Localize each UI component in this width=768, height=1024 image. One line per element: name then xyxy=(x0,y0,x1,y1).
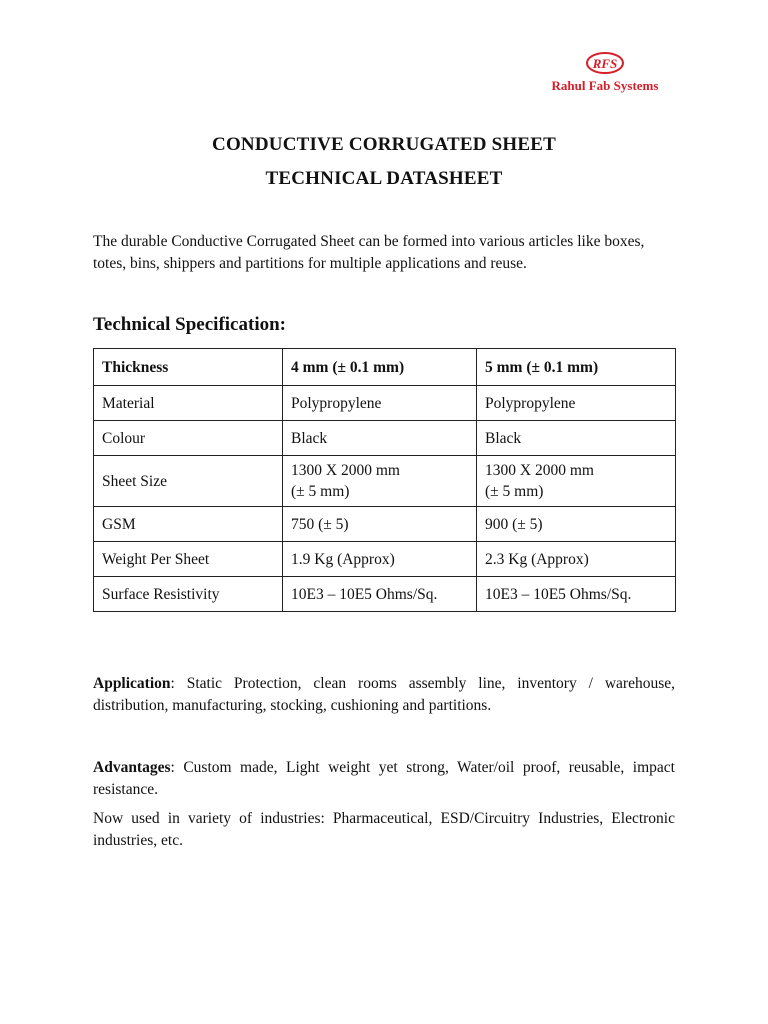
advantages-paragraph xyxy=(93,757,675,801)
company-logo xyxy=(540,50,670,94)
header-cell: Thickness xyxy=(94,349,283,386)
application-text: : Static Protection, clean rooms assembly line, inventory / warehouse, distribution, manufacturing, stocking, cushioning and partitions. xyxy=(93,675,675,714)
row-label: GSM xyxy=(94,507,283,542)
cell-value: 10E3 – 10E5 Ohms/Sq. xyxy=(283,577,477,612)
sheet-size-tolerance: (± 5 mm) xyxy=(291,483,350,500)
table-row xyxy=(94,456,676,507)
cell-value: Polypropylene xyxy=(477,386,676,421)
cell-value: Black xyxy=(477,421,676,456)
cell-value: 10E3 – 10E5 Ohms/Sq. xyxy=(477,577,676,612)
cell-value xyxy=(477,456,676,507)
advantages-text: : Custom made, Light weight yet strong, Water/oil proof, reusable, impact resistance. xyxy=(93,759,675,798)
advantages-label: Advantages xyxy=(93,759,171,776)
row-label: Surface Resistivity xyxy=(94,577,283,612)
table-row xyxy=(94,542,676,577)
application-label: Application xyxy=(93,675,171,692)
header-cell: 5 mm (± 0.1 mm) xyxy=(477,349,676,386)
row-label: Colour xyxy=(94,421,283,456)
cell-value: 1.9 Kg (Approx) xyxy=(283,542,477,577)
cell-value: 900 (± 5) xyxy=(477,507,676,542)
table-row xyxy=(94,507,676,542)
industries-paragraph: Now used in variety of industries: Pharmaceutical, ESD/Circuitry Industries, Electronic industries, etc. xyxy=(93,810,675,849)
sheet-size-value: 1300 X 2000 mm xyxy=(291,462,400,479)
cell-value: 750 (± 5) xyxy=(283,507,477,542)
application-paragraph xyxy=(93,673,675,717)
logo-mark-text: RFS xyxy=(592,56,618,71)
spec-table xyxy=(93,348,676,612)
sheet-size-tolerance: (± 5 mm) xyxy=(485,483,544,500)
cell-value: Polypropylene xyxy=(283,386,477,421)
table-header-row xyxy=(94,349,676,386)
document-subtitle: TECHNICAL DATASHEET xyxy=(265,168,503,189)
cell-value xyxy=(283,456,477,507)
spec-heading: Technical Specification: xyxy=(93,314,286,335)
intro-paragraph: The durable Conductive Corrugated Sheet can be formed into various articles like boxes, totes, bins, shippers and partitions for multiple applications and reuse. xyxy=(93,233,645,272)
header-cell: 4 mm (± 0.1 mm) xyxy=(283,349,477,386)
cell-value: 2.3 Kg (Approx) xyxy=(477,542,676,577)
table-row xyxy=(94,577,676,612)
table-row xyxy=(94,421,676,456)
row-label: Sheet Size xyxy=(94,456,283,507)
rfs-logo-icon xyxy=(584,50,626,76)
document-title: CONDUCTIVE CORRUGATED SHEET xyxy=(212,134,556,155)
row-label: Material xyxy=(94,386,283,421)
table-row xyxy=(94,386,676,421)
company-name: Rahul Fab Systems xyxy=(551,78,659,93)
sheet-size-value: 1300 X 2000 mm xyxy=(485,462,594,479)
cell-value: Black xyxy=(283,421,477,456)
row-label: Weight Per Sheet xyxy=(94,542,283,577)
